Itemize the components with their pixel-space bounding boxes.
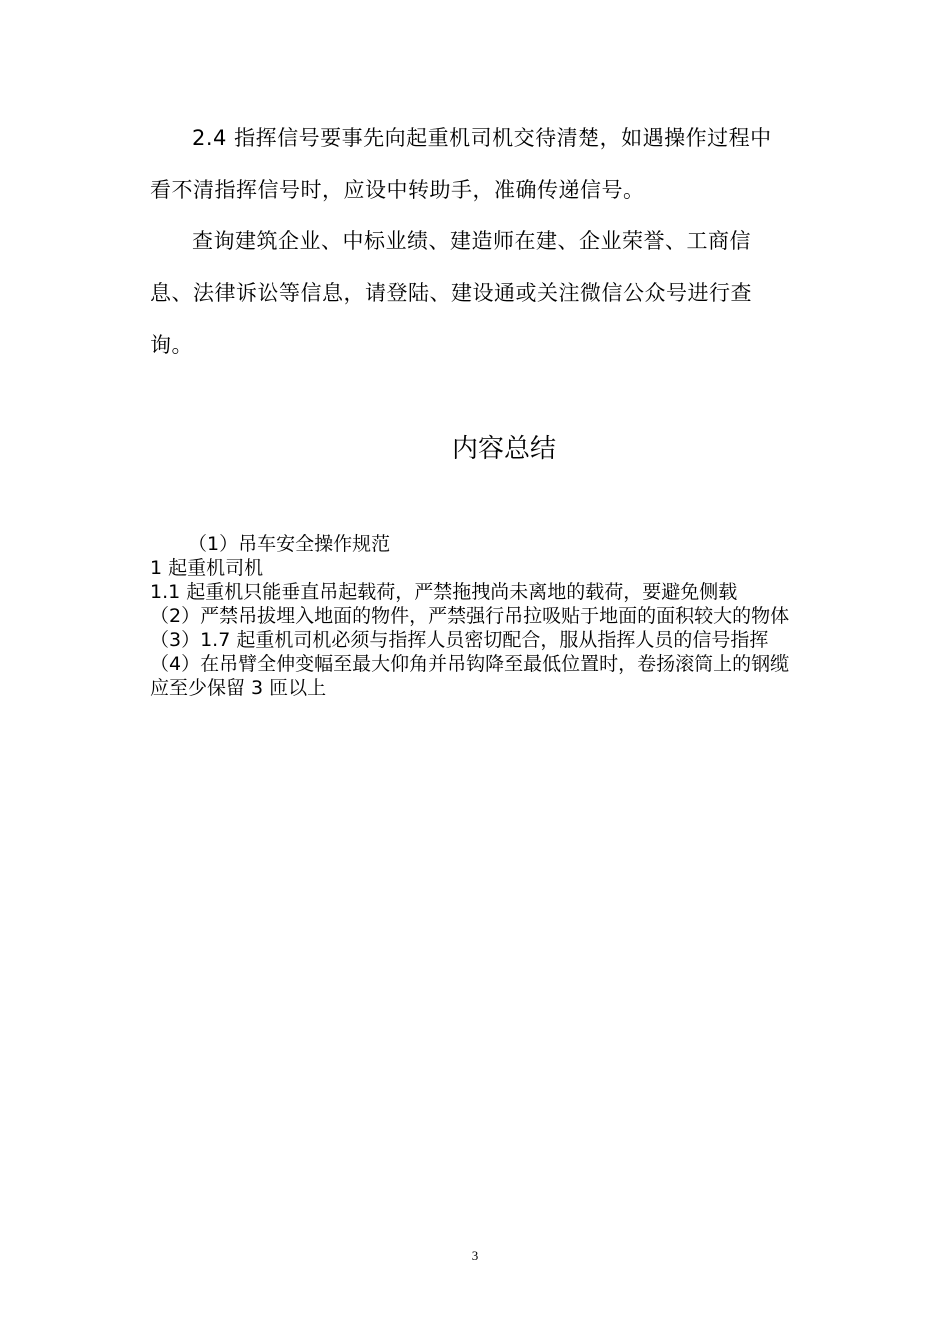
body-paragraph-query: 查询建筑企业、中标业绩、建造师在建、企业荣誉、工商信息、法律诉讼等信息，请登陆、建设通或关注微信公众号进行查询。 xyxy=(150,229,752,357)
summary-title: 内容总结 xyxy=(451,434,556,464)
summary-item: 1.1 起重机只能垂直吊起载荷，严禁拖拽尚未离地的载荷，要避免侧载 xyxy=(150,581,738,603)
summary-item: （4）在吊臂全伸变幅至最大仰角并吊钩降至最低位置时，卷扬滚筒上的钢缆应至少保留 3 匝以上 xyxy=(150,653,790,699)
body-paragraph-signal: 2.4 指挥信号要事先向起重机司机交待清楚，如遇操作过程中看不清指挥信号时，应设中转助手，准确传递信号。 xyxy=(150,126,772,202)
summary-item: （1）吊车安全操作规范 xyxy=(188,533,391,555)
summary-item: （3）1.7 起重机司机必须与指挥人员密切配合，服从指挥人员的信号指挥 xyxy=(150,629,769,651)
summary-list xyxy=(150,532,790,700)
page-number: 3 xyxy=(471,1248,479,1263)
summary-item: （2）严禁吊拔埋入地面的物件，严禁强行吊拉吸贴于地面的面积较大的物体 xyxy=(150,605,790,627)
summary-item: 1 起重机司机 xyxy=(150,557,264,579)
